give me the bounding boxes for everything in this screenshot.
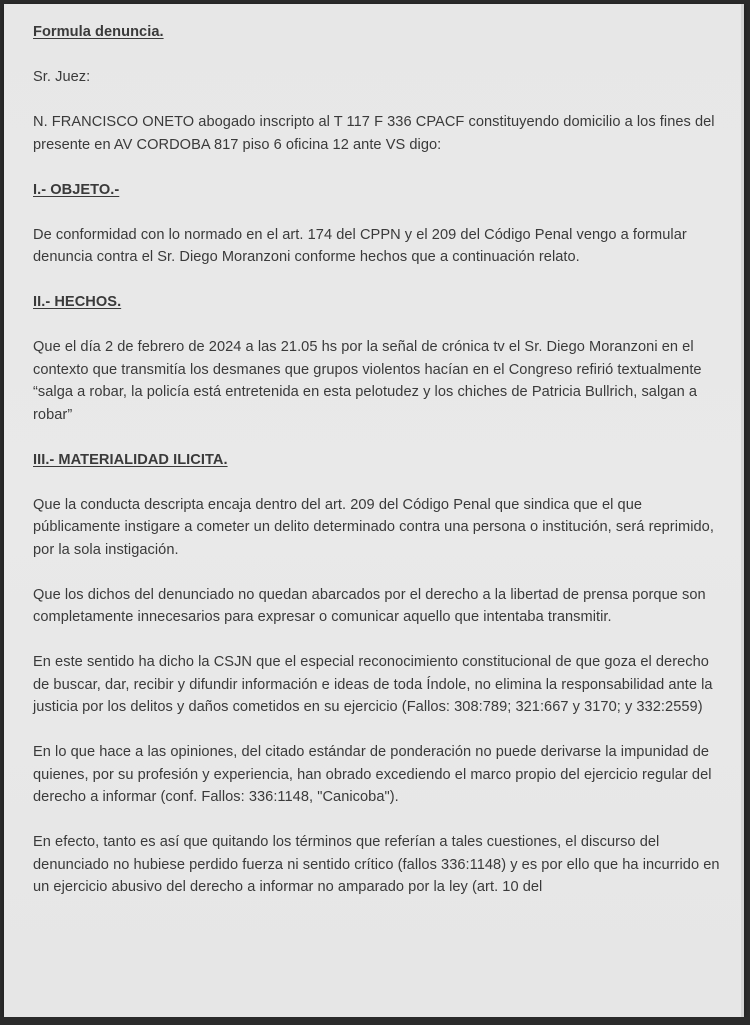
paragraph-materialidad-2: Que los dichos del denunciado no quedan abarcados por el derecho a la libertad de prensa porque son completamente innecesarios para expresar o comunicar aquello que intentaba transmitir. <box>33 586 706 625</box>
document-body <box>33 21 725 921</box>
salutation: Sr. Juez: <box>33 69 91 85</box>
section-heading-materialidad: III.- MATERIALIDAD ILICITA. <box>33 451 228 468</box>
paragraph-materialidad-5: En efecto, tanto es así que quitando los términos que referían a tales cuestiones, el discurso del denunciado no hubiese perdido fuerza ni sentido crítico (fallos 336:1148) y es por ello que ha incurrido en un ejercicio abusivo del derecho a informar no amparado por la ley (art. 10 del <box>33 834 720 895</box>
intro-paragraph: N. FRANCISCO ONETO abogado inscripto al T 117 F 336 CPACF constituyendo domicilio a los fines del presente en AV CORDOBA 817 piso 6 oficina 12 ante VS digo: <box>33 114 715 153</box>
paragraph-objeto: De conformidad con lo normado en el art. 174 del CPPN y el 209 del Código Penal vengo a formular denuncia contra el Sr. Diego Moranzoni conforme hechos que a continuación relato. <box>33 226 687 265</box>
document-title: Formula denuncia. <box>33 24 164 40</box>
paragraph-materialidad-4: En lo que hace a las opiniones, del citado estándar de ponderación no puede derivarse la impunidad de quienes, por su profesión y experiencia, han obrado excediendo el marco propio del ejercicio regular del derecho a informar (conf. Fallos: 336:1148, "Canicoba"). <box>33 744 712 805</box>
paragraph-hechos: Que el día 2 de febrero de 2024 a las 21.05 hs por la señal de crónica tv el Sr. Diego Moranzoni en el contexto que transmitía los desmanes que grupos violentos hacían en el Congreso refirió textualmente “salga a robar, la policía está entretenida en esta pelotudez y los chiches de Patricia Bullrich, salgan a robar” <box>33 339 702 423</box>
paragraph-materialidad-1: Que la conducta descripta encaja dentro del art. 209 del Código Penal que sindica que el que públicamente instigare a cometer un delito determinado contra una persona o institución, será reprimido, por la sola instigación. <box>33 496 714 558</box>
paragraph-materialidad-3: En este sentido ha dicho la CSJN que el especial reconocimiento constitucional de que goza el derecho de buscar, dar, recibir y difundir información e ideas de toda Índole, no elimina la responsabilidad ante la justicia por los delitos y daños cometidos en su ejercicio (Fallos: 308:789; 321:667 y 3170; y 332:2559) <box>33 654 713 715</box>
section-heading-objeto: I.- OBJETO.- <box>33 181 120 198</box>
bottom-edge <box>0 1017 750 1025</box>
section-heading-hechos: II.- HECHOS. <box>33 294 122 310</box>
document-page <box>4 4 744 1017</box>
